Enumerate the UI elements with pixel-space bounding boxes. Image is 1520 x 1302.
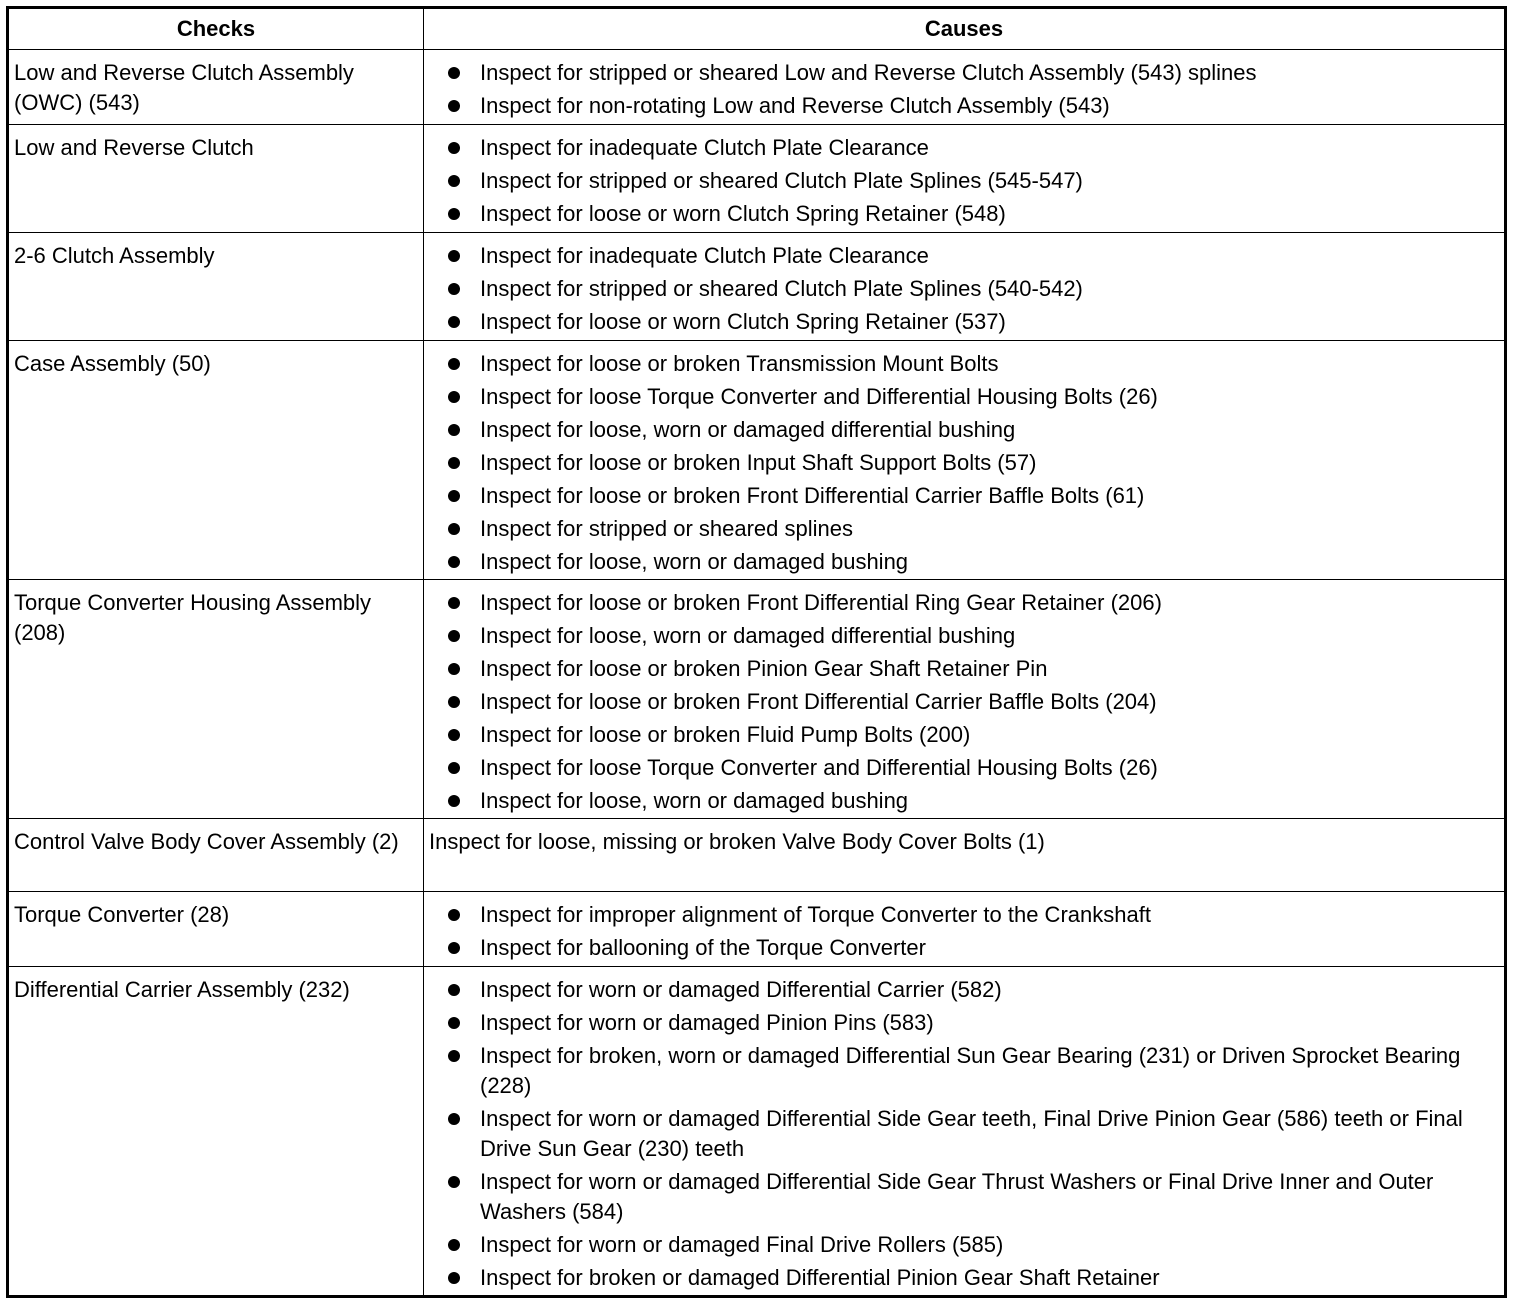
cause-text: Inspect for worn or damaged Differential Carrier (582) [480, 977, 1002, 1002]
cause-item [448, 900, 1500, 930]
cause-text: Inspect for loose, worn or damaged bushing [480, 788, 909, 813]
cause-text: Inspect for broken, worn or damaged Differential Sun Gear Bearing (231) or Driven Sprocket Bearing (228) [480, 1043, 1461, 1098]
cause-text: Inspect for improper alignment of Torque Converter to the Crankshaft [480, 902, 1151, 927]
check-cell: 2-6 Clutch Assembly [8, 233, 424, 341]
check-cell: Torque Converter Housing Assembly (208) [8, 580, 424, 819]
table-row [8, 967, 1506, 1297]
cause-item [448, 1263, 1500, 1293]
bullet-icon [448, 942, 460, 954]
cause-text: Inspect for worn or damaged Differential Side Gear teeth, Final Drive Pinion Gear (586) teeth or Final Drive Sun Gear (230) teeth [480, 1106, 1463, 1161]
check-cell: Case Assembly (50) [8, 341, 424, 580]
causes-cell [424, 341, 1506, 580]
bullet-icon [448, 696, 460, 708]
bullet-icon [448, 424, 460, 436]
cause-text: Inspect for stripped or sheared Clutch Plate Splines (545-547) [480, 168, 1083, 193]
bullet-icon [448, 523, 460, 535]
causes-header: Causes [424, 8, 1506, 50]
cause-text: Inspect for loose, worn or damaged differential bushing [480, 623, 1016, 648]
cause-text: Inspect for stripped or sheared splines [480, 516, 853, 541]
causes-cell [424, 892, 1506, 967]
cause-item [448, 720, 1500, 750]
bullet-icon [448, 283, 460, 295]
cause-text: Inspect for loose Torque Converter and Differential Housing Bolts (26) [480, 384, 1158, 409]
check-cell: Low and Reverse Clutch [8, 125, 424, 233]
bullet-icon [448, 457, 460, 469]
bullet-icon [448, 909, 460, 921]
cause-text: Inspect for loose or worn Clutch Spring Retainer (548) [480, 201, 1006, 226]
cause-text: Inspect for ballooning of the Torque Converter [480, 935, 926, 960]
bullet-icon [448, 556, 460, 568]
cause-text: Inspect for loose or broken Pinion Gear Shaft Retainer Pin [480, 656, 1048, 681]
cause-text: Inspect for worn or damaged Differential Side Gear Thrust Washers or Final Drive Inner and Outer Washers (584) [480, 1169, 1434, 1224]
table-row [8, 125, 1506, 233]
cause-text: Inspect for stripped or sheared Low and Reverse Clutch Assembly (543) splines [480, 60, 1257, 85]
cause-item [448, 1104, 1500, 1164]
bullet-icon [448, 1239, 460, 1251]
bullet-icon [448, 1272, 460, 1284]
cause-item [448, 1167, 1500, 1227]
cause-item [448, 349, 1500, 379]
cause-item [448, 514, 1500, 544]
cause-text: Inspect for loose or broken Front Differential Ring Gear Retainer (206) [480, 590, 1162, 615]
bullet-icon [448, 597, 460, 609]
cause-item [448, 1008, 1500, 1038]
cause-item [448, 1230, 1500, 1260]
table-row [8, 341, 1506, 580]
bullet-icon [448, 142, 460, 154]
bullet-icon [448, 630, 460, 642]
table-row [8, 233, 1506, 341]
cause-item [448, 166, 1500, 196]
cause-item [448, 307, 1500, 337]
cause-item [448, 481, 1500, 511]
causes-list [448, 241, 1500, 337]
bullet-icon [448, 1176, 460, 1188]
check-cell: Control Valve Body Cover Assembly (2) [8, 819, 424, 892]
bullet-icon [448, 250, 460, 262]
cause-text: Inspect for loose or broken Transmission Mount Bolts [480, 351, 999, 376]
causes-list [448, 588, 1500, 816]
cause-item [448, 91, 1500, 121]
causes-cell [424, 233, 1506, 341]
cause-item [448, 241, 1500, 271]
cause-text: Inspect for loose Torque Converter and Differential Housing Bolts (26) [480, 755, 1158, 780]
cause-text: Inspect for worn or damaged Final Drive Rollers (585) [480, 1232, 1004, 1257]
checks-causes-table [6, 6, 1507, 1298]
bullet-icon [448, 762, 460, 774]
cause-text: Inspect for loose or broken Input Shaft Support Bolts (57) [480, 450, 1037, 475]
cause-item [448, 933, 1500, 963]
causes-cell: Inspect for loose, missing or broken Valve Body Cover Bolts (1) [424, 819, 1506, 892]
cause-item [448, 415, 1500, 445]
table-row [8, 580, 1506, 819]
bullet-icon [448, 208, 460, 220]
table-row [8, 892, 1506, 967]
cause-item [448, 1041, 1500, 1101]
bullet-icon [448, 175, 460, 187]
causes-cell [424, 125, 1506, 233]
check-cell: Low and Reverse Clutch Assembly (OWC) (543) [8, 50, 424, 125]
bullet-icon [448, 391, 460, 403]
causes-cell [424, 580, 1506, 819]
cause-text: Inspect for loose, worn or damaged differential bushing [480, 417, 1016, 442]
cause-item [448, 786, 1500, 816]
cause-text: Inspect for inadequate Clutch Plate Clearance [480, 243, 929, 268]
bullet-icon [448, 1017, 460, 1029]
table-row [8, 50, 1506, 125]
causes-list [448, 975, 1500, 1293]
bullet-icon [448, 795, 460, 807]
bullet-icon [448, 358, 460, 370]
cause-text: Inspect for non-rotating Low and Reverse Clutch Assembly (543) [480, 93, 1110, 118]
bullet-icon [448, 663, 460, 675]
cause-text: Inspect for loose or broken Front Differential Carrier Baffle Bolts (61) [480, 483, 1145, 508]
bullet-icon [448, 1113, 460, 1125]
cause-item [448, 547, 1500, 577]
cause-text: Inspect for loose or broken Fluid Pump Bolts (200) [480, 722, 971, 747]
check-cell: Torque Converter (28) [8, 892, 424, 967]
causes-list [448, 900, 1500, 963]
bullet-icon [448, 67, 460, 79]
causes-cell [424, 967, 1506, 1297]
bullet-icon [448, 729, 460, 741]
check-cell: Differential Carrier Assembly (232) [8, 967, 424, 1297]
cause-item [448, 133, 1500, 163]
cause-item [448, 274, 1500, 304]
cause-text: Inspect for loose or worn Clutch Spring Retainer (537) [480, 309, 1006, 334]
bullet-icon [448, 984, 460, 996]
causes-list [448, 349, 1500, 577]
cause-item [448, 687, 1500, 717]
table-row [8, 819, 1506, 892]
cause-text: Inspect for loose, worn or damaged bushing [480, 549, 909, 574]
cause-item [448, 588, 1500, 618]
cause-item [448, 58, 1500, 88]
causes-list [448, 133, 1500, 229]
bullet-icon [448, 100, 460, 112]
cause-item [448, 975, 1500, 1005]
cause-item [448, 448, 1500, 478]
causes-cell [424, 50, 1506, 125]
cause-item [448, 654, 1500, 684]
checks-header: Checks [8, 8, 424, 50]
cause-text: Inspect for loose or broken Front Differential Carrier Baffle Bolts (204) [480, 689, 1157, 714]
cause-text: Inspect for broken or damaged Differential Pinion Gear Shaft Retainer [480, 1265, 1160, 1290]
bullet-icon [448, 316, 460, 328]
cause-item [448, 753, 1500, 783]
header-row [8, 8, 1506, 50]
cause-item [448, 199, 1500, 229]
cause-text: Inspect for stripped or sheared Clutch Plate Splines (540-542) [480, 276, 1083, 301]
bullet-icon [448, 1050, 460, 1062]
cause-item [448, 382, 1500, 412]
cause-text: Inspect for worn or damaged Pinion Pins (583) [480, 1010, 934, 1035]
causes-list [448, 58, 1500, 121]
bullet-icon [448, 490, 460, 502]
cause-item [448, 621, 1500, 651]
cause-text: Inspect for inadequate Clutch Plate Clearance [480, 135, 929, 160]
